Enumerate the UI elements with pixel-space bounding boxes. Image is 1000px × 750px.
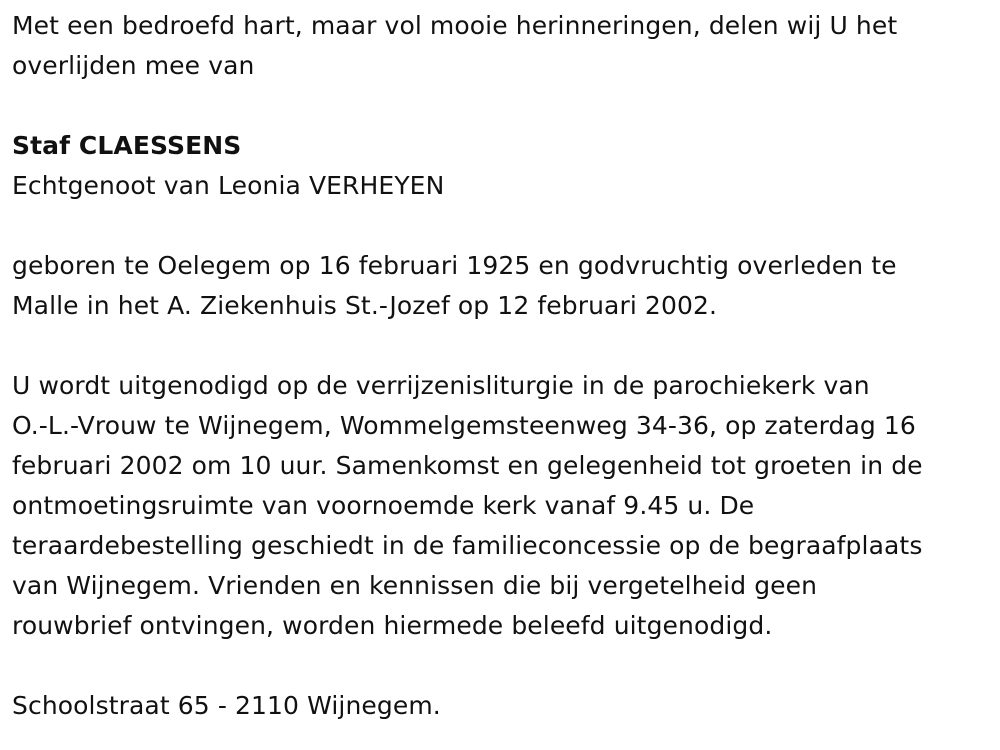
deceased-block [12,126,988,206]
ceremony-line: teraardebestelling geschiedt in de familieconcessie op de begraafplaats [12,531,923,560]
birth-death-paragraph [12,246,988,326]
intro-line-1: Met een bedroefd hart, maar vol mooie herinneringen, delen wij U het [12,11,898,40]
ceremony-line: rouwbrief ontvingen, worden hiermede beleefd uitgenodigd. [12,611,773,640]
ceremony-line: februari 2002 om 10 uur. Samenkomst en gelegenheid tot groeten in de [12,451,923,480]
spacer [12,206,988,246]
spacer [12,326,988,366]
birth-death-line-1: geboren te Oelegem op 16 februari 1925 en godvruchtig overleden te [12,251,897,280]
ceremony-line: O.-L.-Vrouw te Wijnegem, Wommelgemsteenweg 34-36, op zaterdag 16 [12,411,916,440]
ceremony-line: U wordt uitgenodigd op de verrijzenisliturgie in de parochiekerk van [12,371,870,400]
intro-line-2: overlijden mee van [12,51,255,80]
address-line: Schoolstraat 65 - 2110 Wijnegem. [12,691,441,720]
intro-paragraph [12,6,988,86]
ceremony-paragraph [12,366,988,646]
spacer [12,646,988,686]
address-paragraph [12,686,988,726]
ceremony-line: ontmoetingsruimte van voornoemde kerk vanaf 9.45 u. De [12,491,755,520]
birth-death-line-2: Malle in het A. Ziekenhuis St.-Jozef op 12 februari 2002. [12,291,718,320]
deceased-name: Staf CLAESSENS [12,131,242,160]
ceremony-line: van Wijnegem. Vrienden en kennissen die bij vergetelheid geen [12,571,818,600]
spouse-line: Echtgenoot van Leonia VERHEYEN [12,171,445,200]
spacer [12,86,988,126]
